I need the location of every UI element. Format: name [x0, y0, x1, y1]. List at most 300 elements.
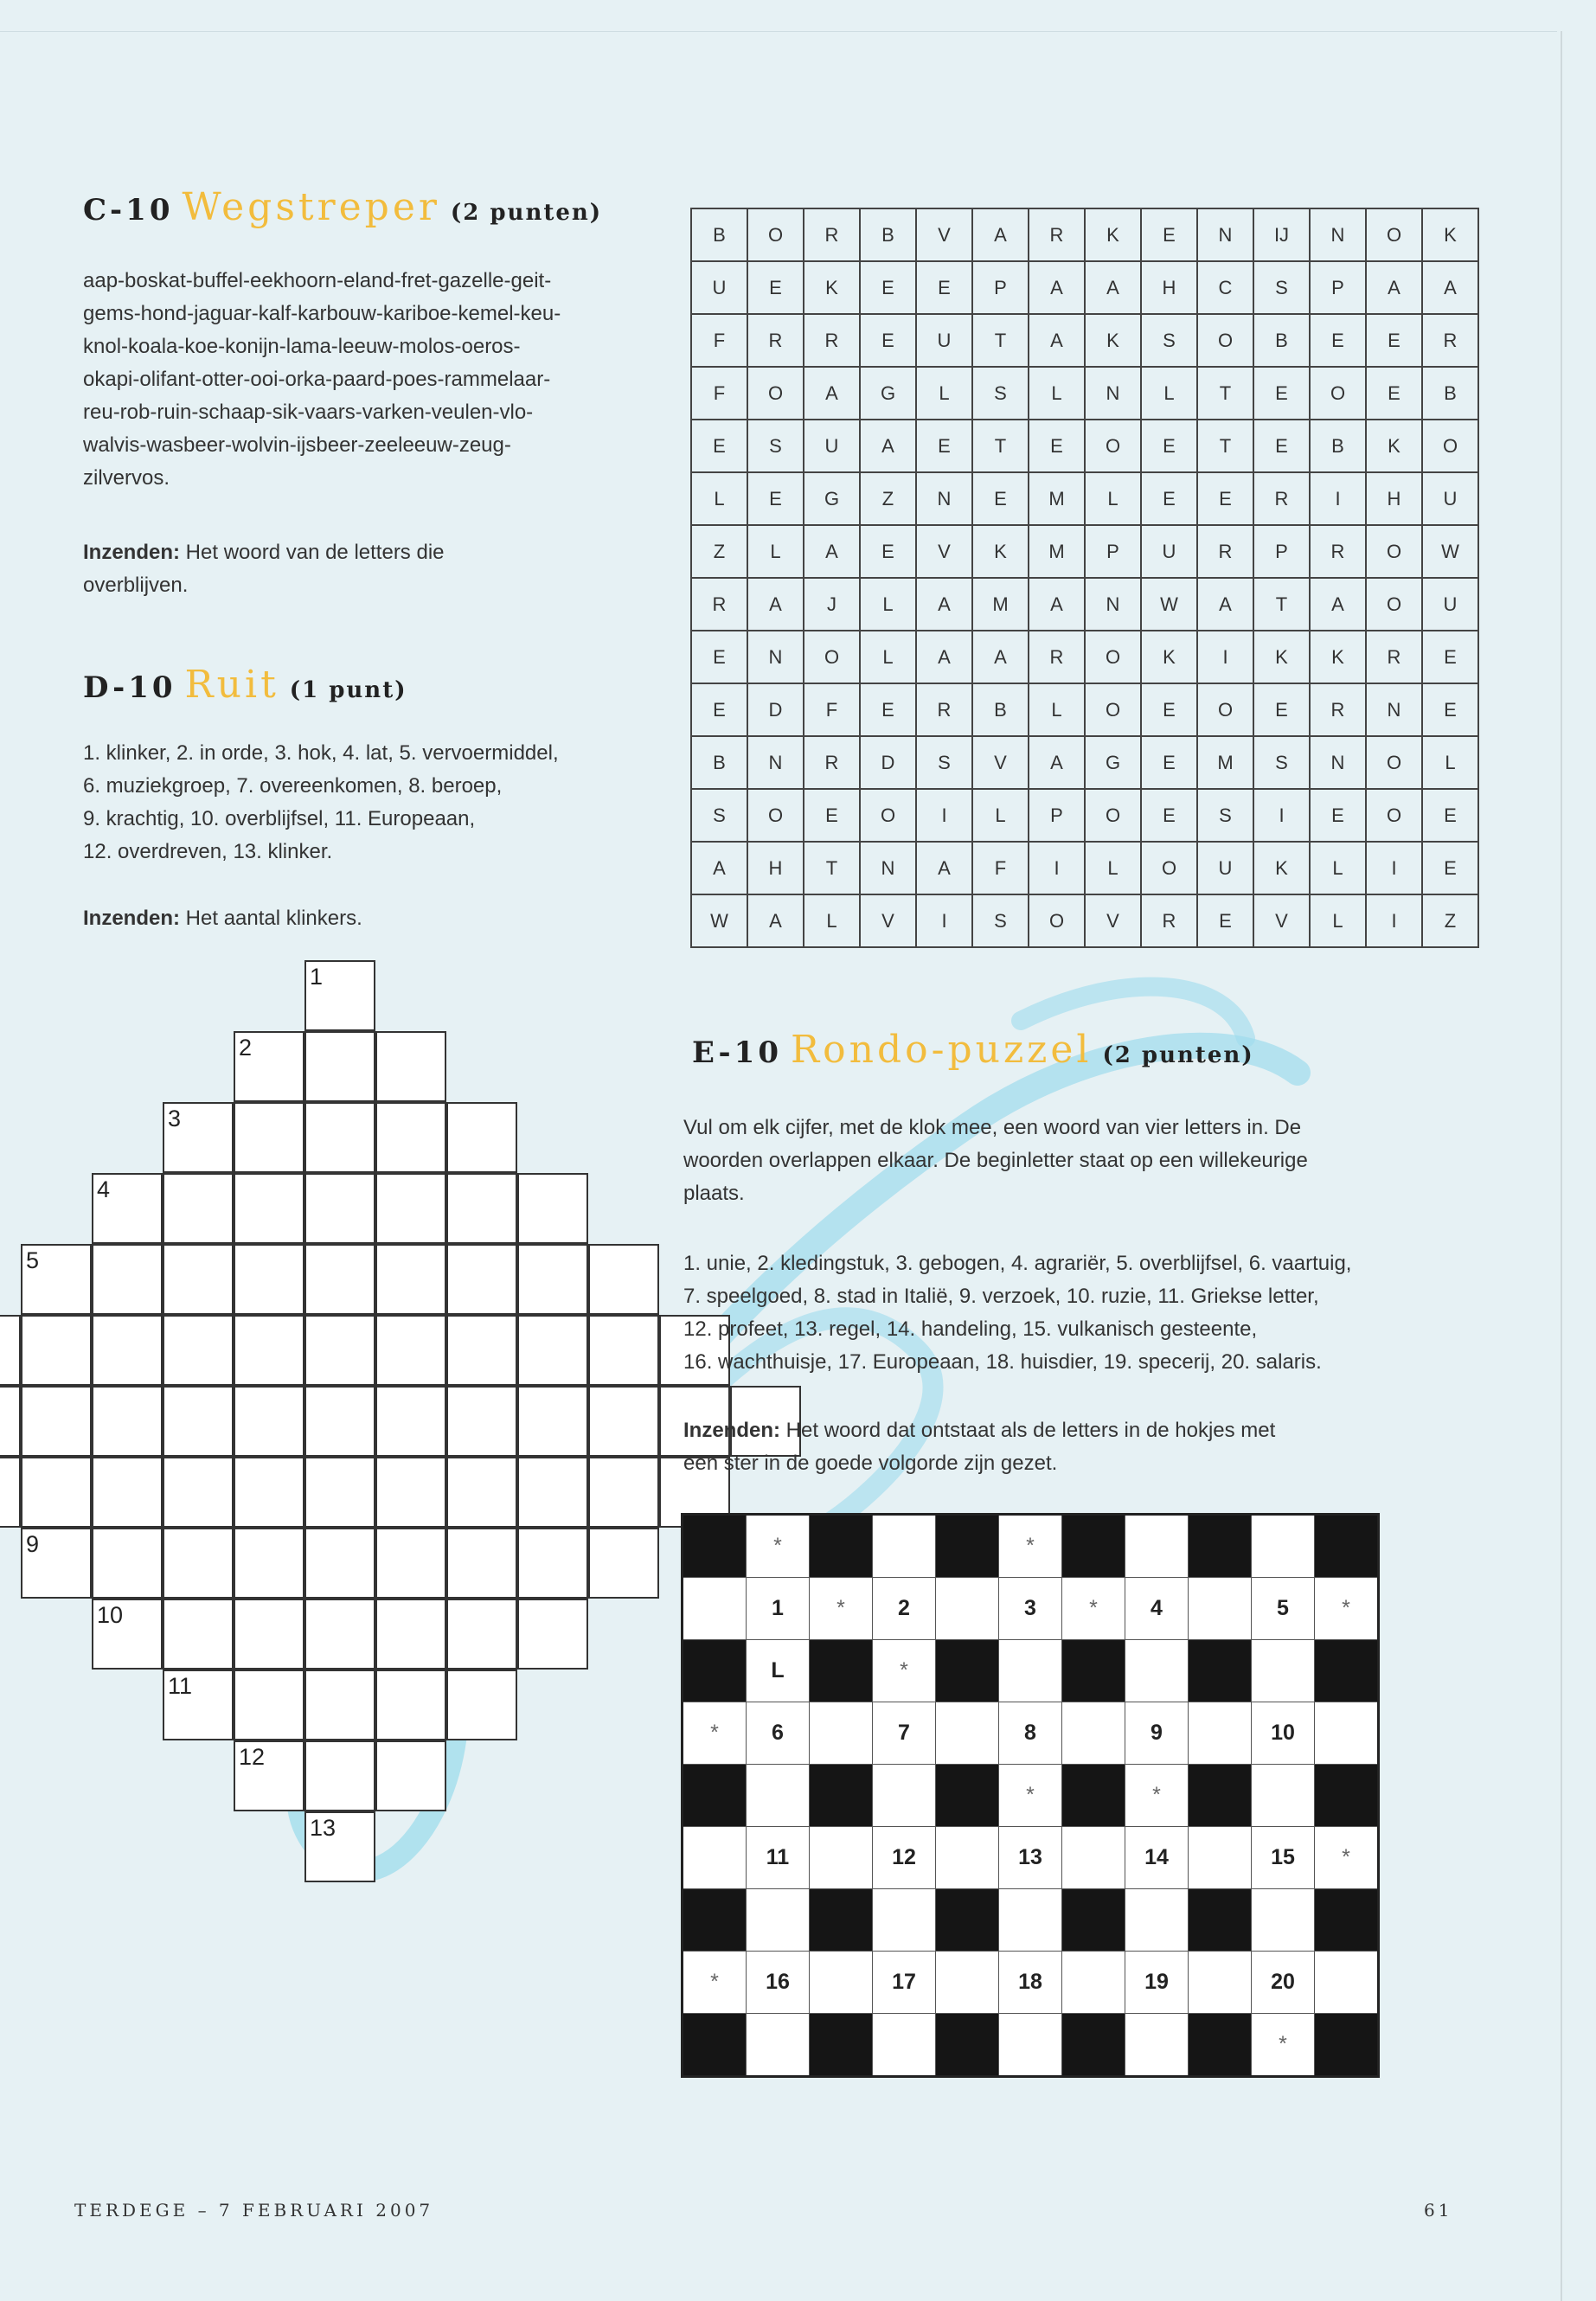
rondo-cell[interactable]	[1125, 1515, 1189, 1578]
rondo-cell[interactable]	[1252, 1889, 1315, 1952]
diamond-cell[interactable]	[588, 1457, 659, 1528]
word-search-cell[interactable]: B	[691, 208, 747, 261]
rondo-cell[interactable]: 19	[1125, 1952, 1189, 2014]
word-search-cell[interactable]: A	[1029, 578, 1085, 631]
rondo-cell[interactable]	[1062, 1702, 1125, 1765]
word-search-cell[interactable]: O	[1310, 367, 1366, 420]
rondo-cell[interactable]: 1	[747, 1578, 810, 1640]
word-search-cell[interactable]: S	[1141, 314, 1197, 367]
rondo-cell[interactable]	[810, 1702, 873, 1765]
rondo-cell[interactable]: 13	[999, 1827, 1062, 1889]
word-search-cell[interactable]: W	[691, 894, 747, 947]
rondo-cell[interactable]	[936, 1578, 999, 1640]
word-search-cell[interactable]: V	[1253, 894, 1310, 947]
word-search-cell[interactable]: E	[1422, 683, 1478, 736]
rondo-cell[interactable]	[747, 1889, 810, 1952]
rondo-cell[interactable]: 20	[1252, 1952, 1315, 2014]
word-search-cell[interactable]: J	[804, 578, 860, 631]
word-search-cell[interactable]: K	[1141, 631, 1197, 683]
diamond-cell[interactable]	[163, 1315, 234, 1386]
word-search-cell[interactable]: U	[804, 420, 860, 472]
diamond-cell[interactable]	[446, 1315, 517, 1386]
word-search-cell[interactable]: F	[972, 842, 1029, 894]
word-search-cell[interactable]: G	[860, 367, 916, 420]
diamond-cell[interactable]	[304, 1670, 375, 1740]
rondo-cell[interactable]	[1315, 1702, 1379, 1765]
rondo-cell[interactable]	[1125, 1640, 1189, 1702]
word-search-cell[interactable]: O	[1366, 525, 1422, 578]
word-search-cell[interactable]: M	[972, 578, 1029, 631]
word-search-cell[interactable]: T	[1197, 420, 1253, 472]
diamond-cell[interactable]	[92, 1315, 163, 1386]
diamond-cell[interactable]	[517, 1244, 588, 1315]
diamond-cell[interactable]	[446, 1102, 517, 1173]
word-search-cell[interactable]: E	[1422, 789, 1478, 842]
diamond-cell[interactable]	[375, 1599, 446, 1670]
rondo-cell[interactable]: *	[683, 1952, 747, 2014]
diamond-cell[interactable]	[304, 1599, 375, 1670]
word-search-cell[interactable]: A	[916, 578, 972, 631]
word-search-cell[interactable]: L	[916, 367, 972, 420]
diamond-cell[interactable]	[588, 1528, 659, 1599]
rondo-cell[interactable]: 2	[873, 1578, 936, 1640]
diamond-cell[interactable]	[234, 1315, 304, 1386]
diamond-cell[interactable]	[163, 1244, 234, 1315]
diamond-cell[interactable]	[234, 1102, 304, 1173]
word-search-cell[interactable]: E	[860, 683, 916, 736]
rondo-cell[interactable]: 8	[999, 1702, 1062, 1765]
word-search-cell[interactable]: L	[747, 525, 804, 578]
diamond-cell[interactable]	[588, 1244, 659, 1315]
word-search-cell[interactable]: E	[1253, 683, 1310, 736]
diamond-cell[interactable]	[446, 1244, 517, 1315]
word-search-cell[interactable]: O	[1366, 208, 1422, 261]
rondo-cell[interactable]	[683, 1827, 747, 1889]
word-search-cell[interactable]: O	[1366, 578, 1422, 631]
diamond-cell[interactable]	[234, 1670, 304, 1740]
word-search-cell[interactable]: B	[1422, 367, 1478, 420]
rondo-cell[interactable]	[1125, 2014, 1189, 2077]
word-search-cell[interactable]: H	[747, 842, 804, 894]
word-search-cell[interactable]: L	[1310, 842, 1366, 894]
word-search-cell[interactable]: E	[1422, 631, 1478, 683]
rondo-cell[interactable]: *	[1252, 2014, 1315, 2077]
rondo-cell[interactable]	[747, 1765, 810, 1827]
rondo-cell[interactable]: *	[683, 1702, 747, 1765]
rondo-cell[interactable]: *	[999, 1765, 1062, 1827]
word-search-cell[interactable]: Z	[1422, 894, 1478, 947]
word-search-cell[interactable]: C	[1197, 261, 1253, 314]
diamond-cell[interactable]	[21, 1386, 92, 1457]
word-search-cell[interactable]: R	[747, 314, 804, 367]
diamond-cell[interactable]	[375, 1457, 446, 1528]
rondo-cell[interactable]: 14	[1125, 1827, 1189, 1889]
diamond-cell[interactable]	[446, 1599, 517, 1670]
word-search-cell[interactable]: A	[860, 420, 916, 472]
word-search-cell[interactable]: E	[860, 525, 916, 578]
rondo-cell[interactable]	[1315, 1952, 1379, 2014]
diamond-cell[interactable]	[234, 1599, 304, 1670]
diamond-cell[interactable]	[92, 1386, 163, 1457]
word-search-cell[interactable]: O	[1085, 789, 1141, 842]
rondo-cell[interactable]	[810, 1952, 873, 2014]
diamond-cell[interactable]	[517, 1528, 588, 1599]
word-search-cell[interactable]: K	[1085, 314, 1141, 367]
word-search-cell[interactable]: P	[1310, 261, 1366, 314]
word-search-cell[interactable]: R	[804, 208, 860, 261]
diamond-cell[interactable]	[446, 1528, 517, 1599]
word-search-cell[interactable]: L	[860, 631, 916, 683]
diamond-cell[interactable]	[234, 1386, 304, 1457]
word-search-cell[interactable]: L	[1310, 894, 1366, 947]
word-search-cell[interactable]: W	[1422, 525, 1478, 578]
word-search-cell[interactable]: V	[972, 736, 1029, 789]
word-search-cell[interactable]: R	[1029, 631, 1085, 683]
rondo-cell[interactable]	[1252, 1640, 1315, 1702]
rondo-cell[interactable]	[1189, 1827, 1252, 1889]
word-search-cell[interactable]: W	[1141, 578, 1197, 631]
word-search-cell[interactable]: R	[1310, 525, 1366, 578]
diamond-cell[interactable]	[163, 1386, 234, 1457]
word-search-cell[interactable]: O	[1422, 420, 1478, 472]
rondo-cell[interactable]: 6	[747, 1702, 810, 1765]
rondo-cell[interactable]	[873, 1889, 936, 1952]
diamond-cell[interactable]	[375, 1102, 446, 1173]
word-search-cell[interactable]: A	[1029, 736, 1085, 789]
word-search-cell[interactable]: O	[1085, 631, 1141, 683]
rondo-cell[interactable]	[1189, 1578, 1252, 1640]
word-search-cell[interactable]: I	[1366, 894, 1422, 947]
diamond-cell[interactable]	[0, 1386, 21, 1457]
word-search-cell[interactable]: O	[1197, 314, 1253, 367]
rondo-cell[interactable]: 17	[873, 1952, 936, 2014]
word-search-cell[interactable]: I	[1029, 842, 1085, 894]
diamond-cell[interactable]	[517, 1599, 588, 1670]
rondo-cell[interactable]	[1062, 1952, 1125, 2014]
word-search-cell[interactable]: S	[747, 420, 804, 472]
diamond-cell[interactable]	[446, 1386, 517, 1457]
word-search-cell[interactable]: F	[691, 314, 747, 367]
word-search-cell[interactable]: T	[972, 420, 1029, 472]
rondo-cell[interactable]: 18	[999, 1952, 1062, 2014]
diamond-cell[interactable]	[304, 1528, 375, 1599]
word-search-cell[interactable]: F	[691, 367, 747, 420]
word-search-cell[interactable]: A	[1029, 261, 1085, 314]
word-search-cell[interactable]: I	[916, 894, 972, 947]
diamond-cell[interactable]	[375, 1031, 446, 1102]
rondo-cell[interactable]: *	[810, 1578, 873, 1640]
rondo-cell[interactable]	[873, 2014, 936, 2077]
rondo-cell[interactable]: *	[1125, 1765, 1189, 1827]
diamond-cell[interactable]	[304, 1031, 375, 1102]
word-search-cell[interactable]: A	[1085, 261, 1141, 314]
word-search-cell[interactable]: V	[916, 208, 972, 261]
diamond-cell[interactable]	[375, 1315, 446, 1386]
word-search-cell[interactable]: E	[1310, 789, 1366, 842]
rondo-cell[interactable]: 3	[999, 1578, 1062, 1640]
word-search-cell[interactable]: E	[916, 420, 972, 472]
word-search-cell[interactable]: R	[804, 314, 860, 367]
word-search-cell[interactable]: B	[972, 683, 1029, 736]
word-search-cell[interactable]: O	[804, 631, 860, 683]
word-search-cell[interactable]: N	[1197, 208, 1253, 261]
word-search-cell[interactable]: P	[1029, 789, 1085, 842]
word-search-cell[interactable]: K	[1253, 631, 1310, 683]
word-search-cell[interactable]: T	[972, 314, 1029, 367]
word-search-cell[interactable]: N	[1085, 578, 1141, 631]
word-search-cell[interactable]: L	[860, 578, 916, 631]
rondo-cell[interactable]	[999, 2014, 1062, 2077]
rondo-cell[interactable]	[873, 1765, 936, 1827]
word-search-cell[interactable]: R	[1253, 472, 1310, 525]
word-search-cell[interactable]: R	[691, 578, 747, 631]
diamond-cell[interactable]	[163, 1599, 234, 1670]
diamond-cell[interactable]	[92, 1528, 163, 1599]
diamond-cell[interactable]	[375, 1670, 446, 1740]
word-search-cell[interactable]: S	[1253, 736, 1310, 789]
diamond-cell[interactable]	[163, 1173, 234, 1244]
word-search-cell[interactable]: T	[804, 842, 860, 894]
diamond-cell[interactable]	[446, 1457, 517, 1528]
rondo-cell[interactable]: *	[873, 1640, 936, 1702]
diamond-cell[interactable]	[517, 1386, 588, 1457]
word-search-cell[interactable]: O	[747, 208, 804, 261]
diamond-cell[interactable]	[375, 1528, 446, 1599]
word-search-cell[interactable]: H	[1366, 472, 1422, 525]
diamond-cell[interactable]	[304, 1386, 375, 1457]
word-search-cell[interactable]: U	[1141, 525, 1197, 578]
word-search-cell[interactable]: L	[804, 894, 860, 947]
word-search-cell[interactable]: L	[1085, 842, 1141, 894]
word-search-cell[interactable]: F	[804, 683, 860, 736]
word-search-cell[interactable]: E	[747, 261, 804, 314]
word-search-cell[interactable]: E	[972, 472, 1029, 525]
word-search-cell[interactable]: N	[1310, 208, 1366, 261]
rondo-cell[interactable]: *	[1315, 1578, 1379, 1640]
diamond-cell[interactable]	[92, 1244, 163, 1315]
word-search-cell[interactable]: E	[691, 631, 747, 683]
word-search-cell[interactable]: G	[804, 472, 860, 525]
word-search-cell[interactable]: B	[1310, 420, 1366, 472]
word-search-cell[interactable]: U	[691, 261, 747, 314]
word-search-cell[interactable]: S	[916, 736, 972, 789]
rondo-cell[interactable]	[1189, 1952, 1252, 2014]
diamond-cell[interactable]	[375, 1740, 446, 1811]
diamond-cell[interactable]	[517, 1315, 588, 1386]
rondo-cell[interactable]: 10	[1252, 1702, 1315, 1765]
diamond-cell[interactable]	[588, 1386, 659, 1457]
word-search-cell[interactable]: A	[1197, 578, 1253, 631]
word-search-cell[interactable]: A	[804, 525, 860, 578]
word-search-cell[interactable]: L	[1422, 736, 1478, 789]
word-search-cell[interactable]: R	[1422, 314, 1478, 367]
diamond-cell[interactable]	[234, 1244, 304, 1315]
diamond-cell[interactable]	[588, 1315, 659, 1386]
word-search-cell[interactable]: V	[860, 894, 916, 947]
word-search-cell[interactable]: R	[1366, 631, 1422, 683]
rondo-cell[interactable]: 15	[1252, 1827, 1315, 1889]
rondo-cell[interactable]: 16	[747, 1952, 810, 2014]
word-search-cell[interactable]: S	[1253, 261, 1310, 314]
word-search-cell[interactable]: S	[972, 367, 1029, 420]
word-search-cell[interactable]: N	[860, 842, 916, 894]
diamond-cell[interactable]	[517, 1457, 588, 1528]
diamond-cell[interactable]	[375, 1386, 446, 1457]
word-search-cell[interactable]: H	[1141, 261, 1197, 314]
rondo-cell[interactable]: 11	[747, 1827, 810, 1889]
rondo-cell[interactable]	[1125, 1889, 1189, 1952]
word-search-cell[interactable]: E	[747, 472, 804, 525]
word-search-cell[interactable]: A	[1366, 261, 1422, 314]
diamond-cell[interactable]	[304, 1457, 375, 1528]
word-search-cell[interactable]: E	[1141, 420, 1197, 472]
word-search-cell[interactable]: R	[1029, 208, 1085, 261]
word-search-cell[interactable]: E	[804, 789, 860, 842]
word-search-cell[interactable]: K	[972, 525, 1029, 578]
word-search-cell[interactable]: T	[1253, 578, 1310, 631]
word-search-cell[interactable]: E	[1197, 894, 1253, 947]
word-search-cell[interactable]: O	[1029, 894, 1085, 947]
diamond-cell[interactable]	[375, 1173, 446, 1244]
word-search-cell[interactable]: A	[747, 578, 804, 631]
word-search-cell[interactable]: IJ	[1253, 208, 1310, 261]
word-search-cell[interactable]: D	[747, 683, 804, 736]
word-search-cell[interactable]: K	[1085, 208, 1141, 261]
word-search-cell[interactable]: R	[1197, 525, 1253, 578]
word-search-cell[interactable]: E	[860, 261, 916, 314]
diamond-cell[interactable]	[304, 1102, 375, 1173]
rondo-cell[interactable]	[999, 1640, 1062, 1702]
word-search-cell[interactable]: A	[916, 842, 972, 894]
word-search-cell[interactable]: N	[1366, 683, 1422, 736]
diamond-cell[interactable]	[0, 1315, 21, 1386]
rondo-cell[interactable]: 12	[873, 1827, 936, 1889]
word-search-cell[interactable]: O	[747, 367, 804, 420]
diamond-cell[interactable]	[0, 1457, 21, 1528]
word-search-cell[interactable]: P	[1253, 525, 1310, 578]
word-search-cell[interactable]: L	[1085, 472, 1141, 525]
word-search-cell[interactable]: A	[972, 208, 1029, 261]
word-search-cell[interactable]: E	[1253, 420, 1310, 472]
word-search-cell[interactable]: O	[747, 789, 804, 842]
word-search-cell[interactable]: S	[691, 789, 747, 842]
word-search-cell[interactable]: E	[691, 420, 747, 472]
diamond-cell[interactable]	[304, 1740, 375, 1811]
word-search-cell[interactable]: A	[804, 367, 860, 420]
word-search-cell[interactable]: S	[1197, 789, 1253, 842]
word-search-cell[interactable]: L	[1141, 367, 1197, 420]
rondo-cell[interactable]	[936, 1702, 999, 1765]
word-search-cell[interactable]: E	[916, 261, 972, 314]
word-search-cell[interactable]: P	[972, 261, 1029, 314]
diamond-cell[interactable]	[517, 1173, 588, 1244]
diamond-cell[interactable]	[163, 1457, 234, 1528]
word-search-cell[interactable]: A	[747, 894, 804, 947]
word-search-cell[interactable]: I	[1310, 472, 1366, 525]
rondo-cell[interactable]	[936, 1827, 999, 1889]
rondo-cell[interactable]: *	[747, 1515, 810, 1578]
word-search-cell[interactable]: U	[916, 314, 972, 367]
word-search-cell[interactable]: O	[1085, 683, 1141, 736]
word-search-cell[interactable]: D	[860, 736, 916, 789]
word-search-cell[interactable]: A	[916, 631, 972, 683]
word-search-cell[interactable]: S	[972, 894, 1029, 947]
word-search-cell[interactable]: U	[1422, 472, 1478, 525]
diamond-cell[interactable]	[304, 1244, 375, 1315]
word-search-cell[interactable]: P	[1085, 525, 1141, 578]
rondo-cell[interactable]: 7	[873, 1702, 936, 1765]
word-search-cell[interactable]: N	[747, 631, 804, 683]
word-search-cell[interactable]: A	[972, 631, 1029, 683]
word-search-cell[interactable]: B	[691, 736, 747, 789]
rondo-cell[interactable]	[873, 1515, 936, 1578]
word-search-cell[interactable]: K	[804, 261, 860, 314]
rondo-cell[interactable]	[1189, 1702, 1252, 1765]
diamond-cell[interactable]	[446, 1173, 517, 1244]
rondo-cell[interactable]	[1062, 1827, 1125, 1889]
word-search-cell[interactable]: E	[1029, 420, 1085, 472]
word-search-cell[interactable]: O	[860, 789, 916, 842]
word-search-cell[interactable]: M	[1029, 525, 1085, 578]
word-search-cell[interactable]: A	[1310, 578, 1366, 631]
rondo-cell[interactable]	[810, 1827, 873, 1889]
word-search-cell[interactable]: E	[1366, 367, 1422, 420]
word-search-cell[interactable]: N	[1085, 367, 1141, 420]
diamond-cell[interactable]	[304, 1173, 375, 1244]
word-search-cell[interactable]: R	[804, 736, 860, 789]
word-search-cell[interactable]: E	[860, 314, 916, 367]
word-search-cell[interactable]: R	[1310, 683, 1366, 736]
word-search-cell[interactable]: L	[1029, 367, 1085, 420]
rondo-cell[interactable]: L	[747, 1640, 810, 1702]
diamond-cell[interactable]	[304, 1315, 375, 1386]
word-search-cell[interactable]: M	[1029, 472, 1085, 525]
word-search-cell[interactable]: A	[691, 842, 747, 894]
rondo-cell[interactable]	[683, 1578, 747, 1640]
word-search-cell[interactable]: K	[1253, 842, 1310, 894]
word-search-cell[interactable]: O	[1366, 736, 1422, 789]
diamond-cell[interactable]	[21, 1315, 92, 1386]
word-search-cell[interactable]: E	[1141, 472, 1197, 525]
word-search-cell[interactable]: V	[916, 525, 972, 578]
word-search-cell[interactable]: M	[1197, 736, 1253, 789]
word-search-cell[interactable]: E	[1197, 472, 1253, 525]
word-search-cell[interactable]: E	[1366, 314, 1422, 367]
word-search-cell[interactable]: O	[1141, 842, 1197, 894]
word-search-cell[interactable]: I	[1197, 631, 1253, 683]
word-search-cell[interactable]: L	[691, 472, 747, 525]
word-search-cell[interactable]: K	[1310, 631, 1366, 683]
diamond-cell[interactable]	[92, 1457, 163, 1528]
rondo-cell[interactable]	[747, 2014, 810, 2077]
word-search-cell[interactable]: B	[1253, 314, 1310, 367]
rondo-cell[interactable]: *	[1062, 1578, 1125, 1640]
word-search-cell[interactable]: A	[1422, 261, 1478, 314]
word-search-cell[interactable]: V	[1085, 894, 1141, 947]
rondo-cell[interactable]: 5	[1252, 1578, 1315, 1640]
rondo-cell[interactable]: 9	[1125, 1702, 1189, 1765]
rondo-cell[interactable]	[1252, 1765, 1315, 1827]
rondo-cell[interactable]: *	[1315, 1827, 1379, 1889]
word-search-cell[interactable]: E	[1141, 208, 1197, 261]
word-search-cell[interactable]: L	[1029, 683, 1085, 736]
word-search-cell[interactable]: N	[747, 736, 804, 789]
word-search-cell[interactable]: A	[1029, 314, 1085, 367]
word-search-cell[interactable]: I	[916, 789, 972, 842]
word-search-cell[interactable]: B	[860, 208, 916, 261]
rondo-cell[interactable]	[1252, 1515, 1315, 1578]
diamond-cell[interactable]	[234, 1457, 304, 1528]
